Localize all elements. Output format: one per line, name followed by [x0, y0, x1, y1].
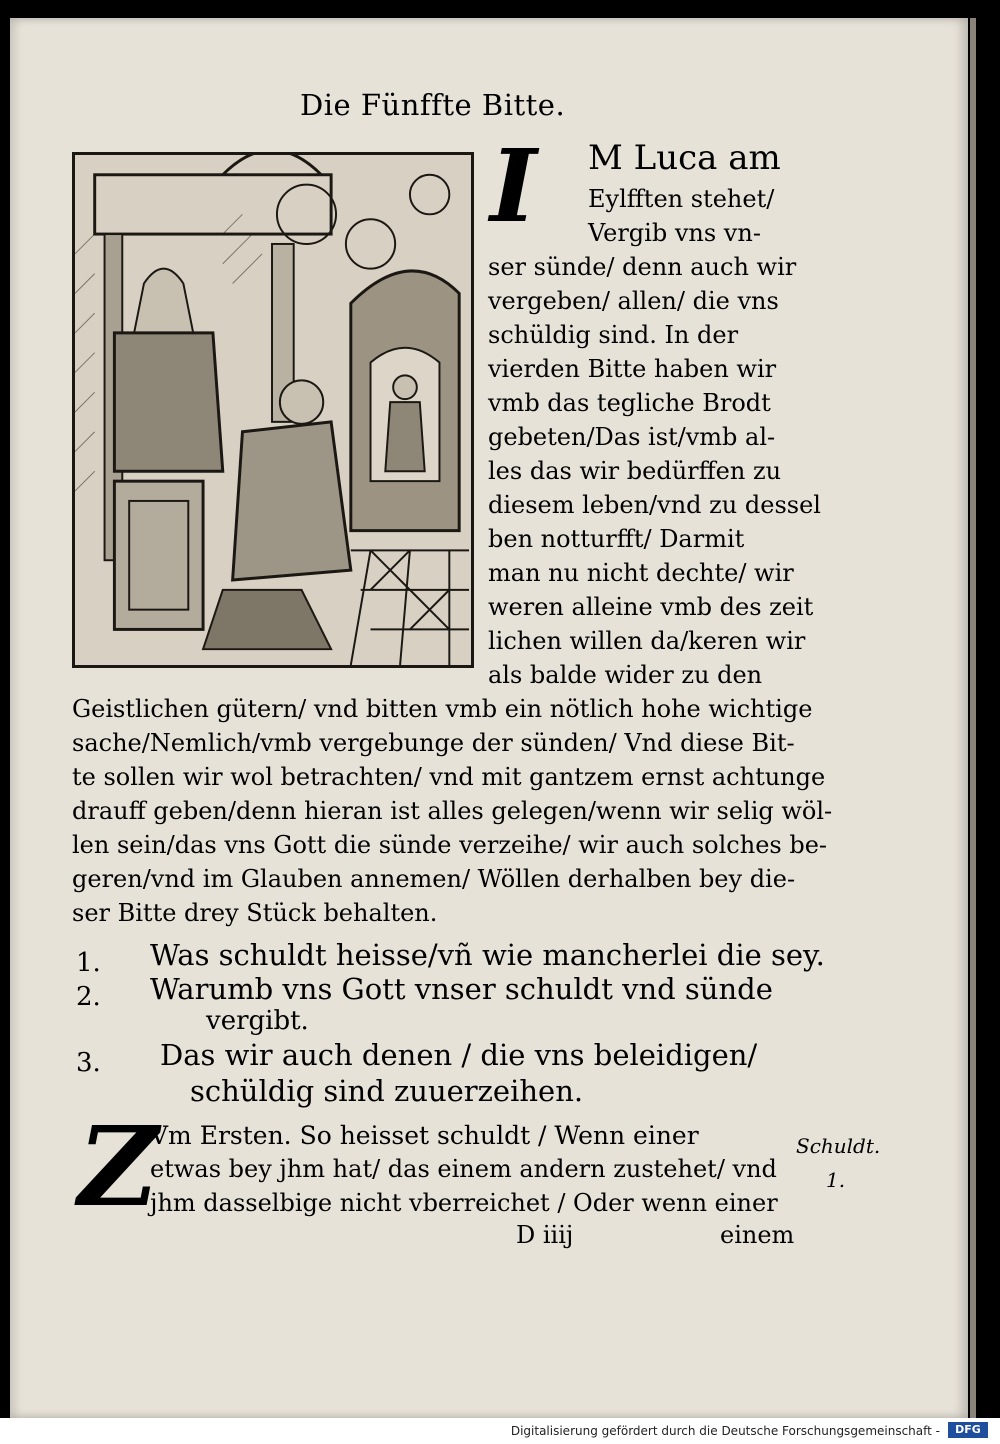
text-line: ben notturfft/ Darmit [488, 525, 745, 553]
text-line: lichen willen da/keren wir [488, 627, 806, 655]
list-item-text: Warumb vns Gott vnser schuldt vnd sünde [150, 972, 773, 1006]
text-line: les das wir bedürffen zu [488, 457, 782, 485]
page-header: Die Fünffte Bitte. [300, 88, 566, 122]
text-line: drauff geben/denn hieran ist alles gelegen/wenn wir selig wöl- [72, 797, 833, 825]
text-line: Vergib vns vn- [588, 219, 761, 247]
list-item-text: Was schuldt heisse/vñ wie mancherlei die sey. [150, 938, 825, 972]
text-line: len sein/das vns Gott die sünde verzeihe/ wir auch solches be- [72, 831, 828, 859]
list-number: 3. [76, 1048, 101, 1078]
margin-note: Schuldt. [796, 1134, 881, 1158]
text-line: vierden Bitte haben wir [488, 355, 777, 383]
text-line: weren alleine vmb des zeit [488, 593, 814, 621]
woodcut-illustration [72, 152, 474, 668]
text-line: diesem leben/vnd zu dessel [488, 491, 821, 519]
text-line: sache/Nemlich/vmb vergebunge der sünden/ Vnd diese Bit- [72, 729, 795, 757]
footer-credit: Digitalisierung gefördert durch die Deutsche Forschungsgemeinschaft - [510, 1424, 940, 1438]
text-line: Geistlichen gütern/ vnd bitten vmb ein nötlich hohe wichtige [72, 695, 813, 723]
text-line: te sollen wir wol betrachten/ vnd mit gantzem ernst achtunge [72, 763, 826, 791]
text-line: ser Bitte drey Stück behalten. [72, 899, 438, 927]
text-line: als balde wider zu den [488, 661, 763, 689]
text-line: etwas bey jhm hat/ das einem andern zustehet/ vnd [150, 1155, 777, 1183]
initial-letter-i: I [490, 127, 537, 245]
catchword: einem [720, 1221, 795, 1249]
list-number: 2. [76, 982, 101, 1012]
text-line: gebeten/Das ist/vmb al- [488, 423, 776, 451]
dfg-logo: DFG [948, 1422, 988, 1438]
text-line: Vm Ersten. So heisset schuldt / Wenn einer [150, 1121, 699, 1150]
margin-number: 1. [826, 1168, 846, 1192]
text-line: vergeben/ allen/ die vns [488, 287, 779, 315]
list-number: 1. [76, 948, 101, 978]
list-item-text: schüldig sind zuuerzeihen. [190, 1074, 584, 1108]
text-line: geren/vnd im Glauben annemen/ Wöllen derhalben bey die- [72, 865, 796, 893]
text-line: jhm dasselbige nicht vberreichet / Oder wenn einer [150, 1189, 778, 1217]
text-line: man nu nicht dechte/ wir [488, 559, 794, 587]
text-line: Eylfften stehet/ [588, 185, 775, 213]
signature-mark: D iiij [516, 1221, 574, 1249]
initial-letter-z: Z [78, 1102, 159, 1231]
text-line: M Luca am [588, 138, 781, 178]
page-edge [970, 18, 976, 1418]
text-line: vmb das tegliche Brodt [488, 389, 771, 417]
text-line: ser sünde/ denn auch wir [488, 253, 797, 281]
text-line: schüldig sind. In der [488, 321, 739, 349]
list-item-text: Das wir auch denen / die vns beleidigen/ [160, 1038, 758, 1072]
list-item-text: vergibt. [206, 1006, 309, 1036]
